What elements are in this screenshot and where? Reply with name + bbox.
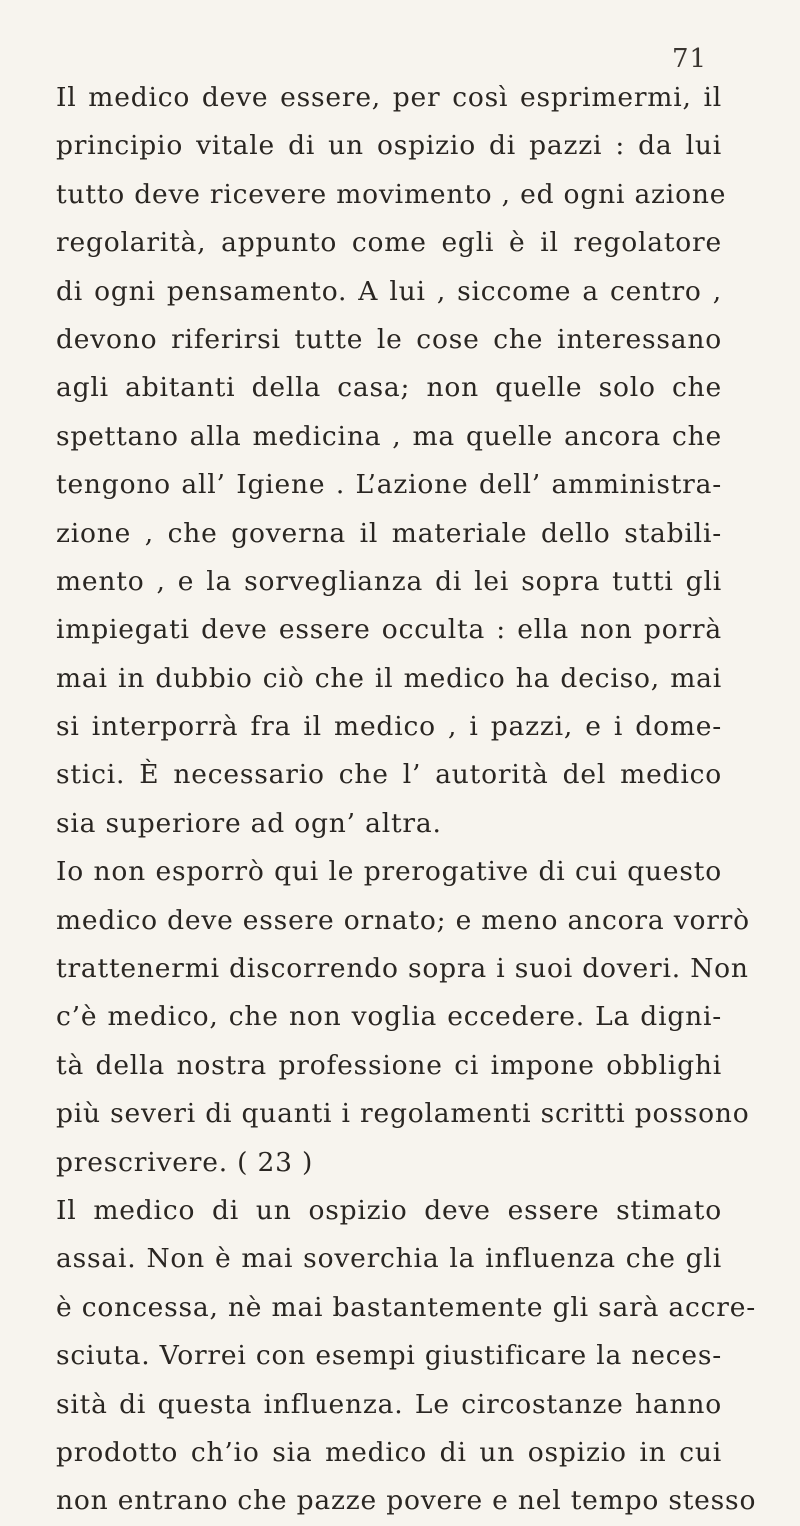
page-number: 71 xyxy=(672,44,708,74)
text-line: spettano alla medicina , ma quelle ancora che xyxy=(56,420,722,452)
text-line: principio vitale di un ospizio di pazzi : da lui xyxy=(56,130,722,162)
text-line: tengono all’ Igiene . L’azione dell’ amministra- xyxy=(56,469,722,501)
text-line: è concessa, nè mai bastantemente gli sarà accre- xyxy=(56,1291,756,1323)
text-line: sia superiore ad ogn’ altra. xyxy=(56,807,442,839)
text-line: trattenermi discorrendo sopra i suoi doveri. Non xyxy=(56,953,749,985)
text-line: prodotto ch’io sia medico di un ospizio in cui xyxy=(56,1436,722,1468)
text-line: devono riferirsi tutte le cose che interessano xyxy=(56,323,722,355)
text-line: medico deve essere ornato; e meno ancora vorrò xyxy=(56,904,750,936)
text-line: sità di questa influenza. Le circostanze hanno xyxy=(56,1388,722,1420)
text-line: sciuta. Vorrei con esempi giustificare la neces- xyxy=(56,1340,722,1372)
text-line: impiegati deve essere occulta : ella non porrà xyxy=(56,614,722,646)
text-line: tutto deve ricevere movimento , ed ogni azione xyxy=(56,178,727,210)
text-line: si interporrà fra il medico , i pazzi, e i dome- xyxy=(56,711,722,743)
text-line: regolarità, appunto come egli è il regolatore xyxy=(56,227,722,259)
text-line: prescrivere. ( 23 ) xyxy=(56,1146,314,1178)
text-line: non entrano che pazze povere e nel tempo stesso xyxy=(56,1485,757,1517)
body-text xyxy=(56,74,757,1526)
text-line: assai. Non è mai soverchia la influenza che gli xyxy=(56,1243,722,1275)
text-line: Io non esporrò qui le prerogative di cui questo xyxy=(56,856,722,888)
text-line: più severi di quanti i regolamenti scritti possono xyxy=(56,1098,750,1130)
text-line: c’è medico, che non voglia eccedere. La digni- xyxy=(56,1001,722,1033)
text-line: mai in dubbio ciò che il medico ha deciso, mai xyxy=(56,662,722,694)
text-line: stici. È necessario che l’ autorità del medico xyxy=(56,759,722,791)
text-line: di ogni pensamento. A lui , siccome a centro , xyxy=(56,275,722,307)
text-line: agli abitanti della casa; non quelle solo che xyxy=(56,372,722,404)
text-line: mento , e la sorveglianza di lei sopra tutti gli xyxy=(56,565,722,597)
text-line: Il medico deve essere, per così esprimermi, il xyxy=(56,82,722,113)
text-line: tà della nostra professione ci impone obblighi xyxy=(56,1049,722,1081)
text-line: zione , che governa il materiale dello stabili- xyxy=(56,517,722,549)
text-line: Il medico di un ospizio deve essere stimato xyxy=(56,1194,722,1226)
